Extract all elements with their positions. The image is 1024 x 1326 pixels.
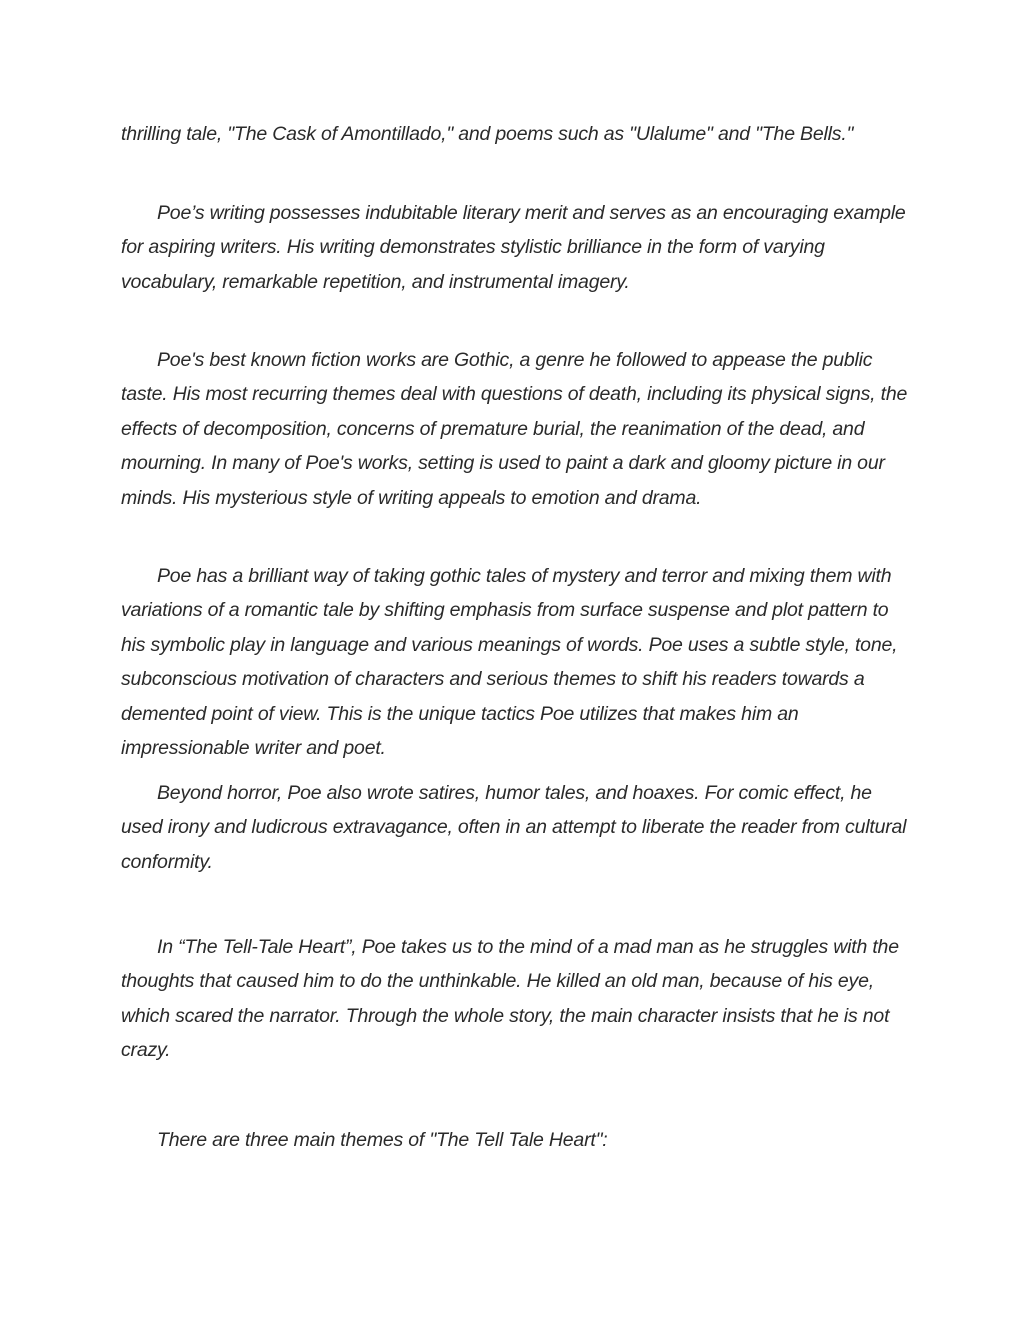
paragraph-text: Poe has a brilliant way of taking gothic tales of mystery and terror and mixing them with variations of a romantic tale by shifting emphasis from surface suspense and plot pattern to his symbolic play in language and various meanings of words. Poe uses a subtle style, tone, subconscious motivation of characters and serious themes to shift his readers towards a demented point of view. This is the unique tactics Poe utilizes that makes him an impressionable writer and poet. <box>121 565 898 760</box>
paragraph-text: In “The Tell-Tale Heart”, Poe takes us to the mind of a mad man as he struggles with the thoughts that caused him to do the unthinkable. He killed an old man, because of his eye, which scared the narrator. Through the whole story, the main character insists that he is not crazy. <box>121 936 899 1062</box>
paragraph-text: Beyond horror, Poe also wrote satires, humor tales, and hoaxes. For comic effect, he used irony and ludicrous extravagance, often in an attempt to liberate the reader from cultural conformity. <box>121 782 907 873</box>
themes-intro-paragraph <box>121 1123 911 1157</box>
writing-merit-paragraph <box>121 196 911 299</box>
continuation-paragraph <box>121 117 911 151</box>
tell-tale-heart-paragraph <box>121 930 911 1068</box>
paragraph-text: Poe's best known fiction works are Gothic, a genre he followed to appease the public taste. His most recurring themes deal with questions of death, including its physical signs, the effects of decomposition, concerns of premature burial, the reanimation of the dead, and mourning. In many of Poe's works, setting is used to paint a dark and gloomy picture in our minds. His mysterious style of writing appeals to emotion and drama. <box>121 349 908 509</box>
satire-paragraph <box>121 776 911 879</box>
paragraph-text: thrilling tale, "The Cask of Amontillado," and poems such as "Ulalume" and "The Bells." <box>121 123 854 145</box>
paragraph-text: There are three main themes of "The Tell Tale Heart": <box>157 1129 608 1151</box>
paragraph-text: Poe’s writing possesses indubitable literary merit and serves as an encouraging example for aspiring writers. His writing demonstrates stylistic brilliance in the form of varying vocabulary, remarkable repetition, and instrumental imagery. <box>121 202 906 293</box>
gothic-tales-paragraph <box>121 559 911 765</box>
gothic-fiction-paragraph <box>121 343 911 515</box>
